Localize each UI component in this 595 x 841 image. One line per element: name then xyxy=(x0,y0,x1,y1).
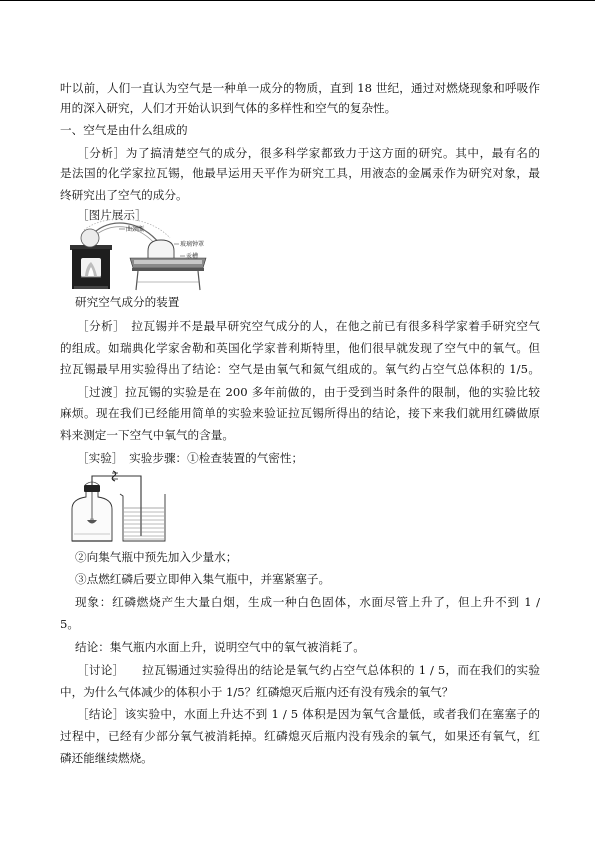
analysis-1-line: 是法国的化学家拉瓦锡，他最早运用天平作为研究工具，用液态的金属汞作为研究对象，最 xyxy=(60,166,540,180)
phenomenon-line: 5。 xyxy=(60,617,79,631)
stand xyxy=(132,268,204,290)
phenomenon-line: 现象：红磷燃烧产生大量白烟，生成一种白色固体，水面尽管上升了，但上升不到 1 / xyxy=(75,595,540,609)
experiment-result: 结论：集气瓶内水面上升，说明空气中的氧气被消耗了。 xyxy=(75,640,365,654)
beaker xyxy=(120,494,165,541)
intro-line: 用的深入研究，人们才开始认识到气体的多样性和空气的复杂性。 xyxy=(60,101,397,115)
furnace xyxy=(70,245,112,289)
discussion-line: ［讨论］ 拉瓦锡通过实验得出的结论是氧气约占空气总体积的 1 / 5，而在我们的实验 xyxy=(77,663,540,677)
conclusion-line: 磷还能继续燃烧。 xyxy=(60,751,153,765)
page-top-border xyxy=(0,0,595,1)
analysis-1-line: ［分析］为了搞清楚空气的成分，很多科学家都致力于这方面的研究。其中，最有名的 xyxy=(77,146,540,160)
phosphorus-experiment-figure xyxy=(68,468,178,544)
conclusion-line: 过程中，已经有少部分氧气被消耗掉。红磷熄灭后瓶内没有残余的氧气，如果还有氧气，红 xyxy=(60,729,540,743)
figure-1-tag: ［图片展示］ xyxy=(77,208,147,222)
retort-label: 曲颈甑 xyxy=(126,226,145,233)
analysis-2-line: ［分析］ 拉瓦锡并不是最早研究空气成分的人，在他之前已有很多科学家着手研究空气 xyxy=(77,319,540,333)
conclusion-line: ［结论］该实验中，水面上升达不到 1 / 5 体积是因为氧气含量低，或者我们在塞塞子的 xyxy=(77,707,540,721)
experiment-step-3: ③点燃红磷后要立即伸入集气瓶中，并塞紧塞子。 xyxy=(75,572,331,586)
trough-label: 汞槽 xyxy=(186,253,199,260)
transition-line: ［过渡］拉瓦锡的实验是在 200 多年前做的，由于受到当时条件的限制，他的实验比较 xyxy=(77,385,540,399)
lavoisier-apparatus-figure xyxy=(68,220,218,292)
transition-line: 料来测定一下空气中氧气的含量。 xyxy=(60,428,234,442)
section-heading: 一、空气是由什么组成的 xyxy=(60,123,188,137)
analysis-2-line: 的组成。如瑞典化学家舍勒和英国化学家普利斯特里，他们很早就发现了空气中的氧气。但 xyxy=(60,341,540,355)
experiment-step-2: ②向集气瓶中预先加入少量水； xyxy=(75,550,238,564)
analysis-1-line: 终研究出了空气的成分。 xyxy=(60,188,188,202)
figure-1-caption: 研究空气成分的装置 xyxy=(75,295,180,309)
analysis-2-line: 拉瓦锡最早用实验得出了结论：空气是由氧气和氮气组成的。氧气约占空气总体积的 1/5。 xyxy=(60,362,540,376)
experiment-step-1: ［实验］ 实验步骤：①检查装置的气密性； xyxy=(77,451,304,465)
bell-jar-label: 玻璃钟罩 xyxy=(180,241,205,248)
discussion-line: 中，为什么气体减少的体积小于 1/5？红磷熄灭后瓶内还有没有残余的氧气？ xyxy=(60,685,454,699)
transition-line: 麻烦。现在我们已经能用简单的实验来验证拉瓦锡所得出的结论，接下来我们就用红磷做原 xyxy=(60,406,540,420)
intro-line: 叶以前，人们一直认为空气是一种单一成分的物质，直到 18 世纪，通过对燃烧现象和呼吸作 xyxy=(60,81,540,95)
